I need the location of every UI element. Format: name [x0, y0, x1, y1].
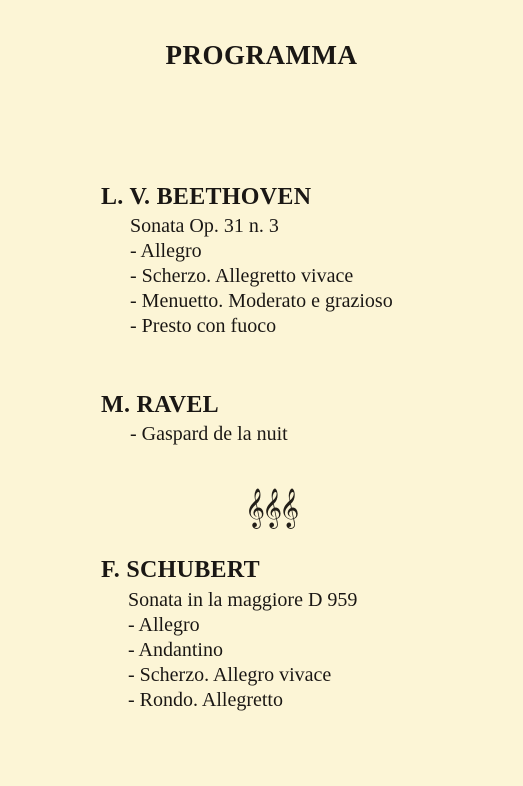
movement-item: - Gaspard de la nuit [130, 423, 288, 445]
composer-schubert: F. SCHUBERT [101, 557, 260, 583]
composer-ravel: M. RAVEL [101, 392, 219, 418]
movement-item: - Presto con fuoco [130, 315, 277, 337]
treble-clef-icon: 𝄞𝄞𝄞 [245, 488, 297, 528]
movement-item: - Rondo. Allegretto [128, 689, 283, 711]
movement-item: - Andantino [128, 639, 223, 661]
work-title: Sonata in la maggiore D 959 [128, 589, 358, 611]
work-title: Sonata Op. 31 n. 3 [130, 215, 279, 237]
movement-item: - Menuetto. Moderato e grazioso [130, 290, 393, 312]
composer-beethoven: L. V. BEETHOVEN [101, 184, 312, 210]
movement-item: - Allegro [130, 240, 202, 262]
movement-item: - Scherzo. Allegretto vivace [130, 265, 354, 287]
movement-item: - Allegro [128, 614, 200, 636]
page-title: PROGRAMMA [165, 40, 358, 70]
movement-item: - Scherzo. Allegro vivace [128, 664, 332, 686]
